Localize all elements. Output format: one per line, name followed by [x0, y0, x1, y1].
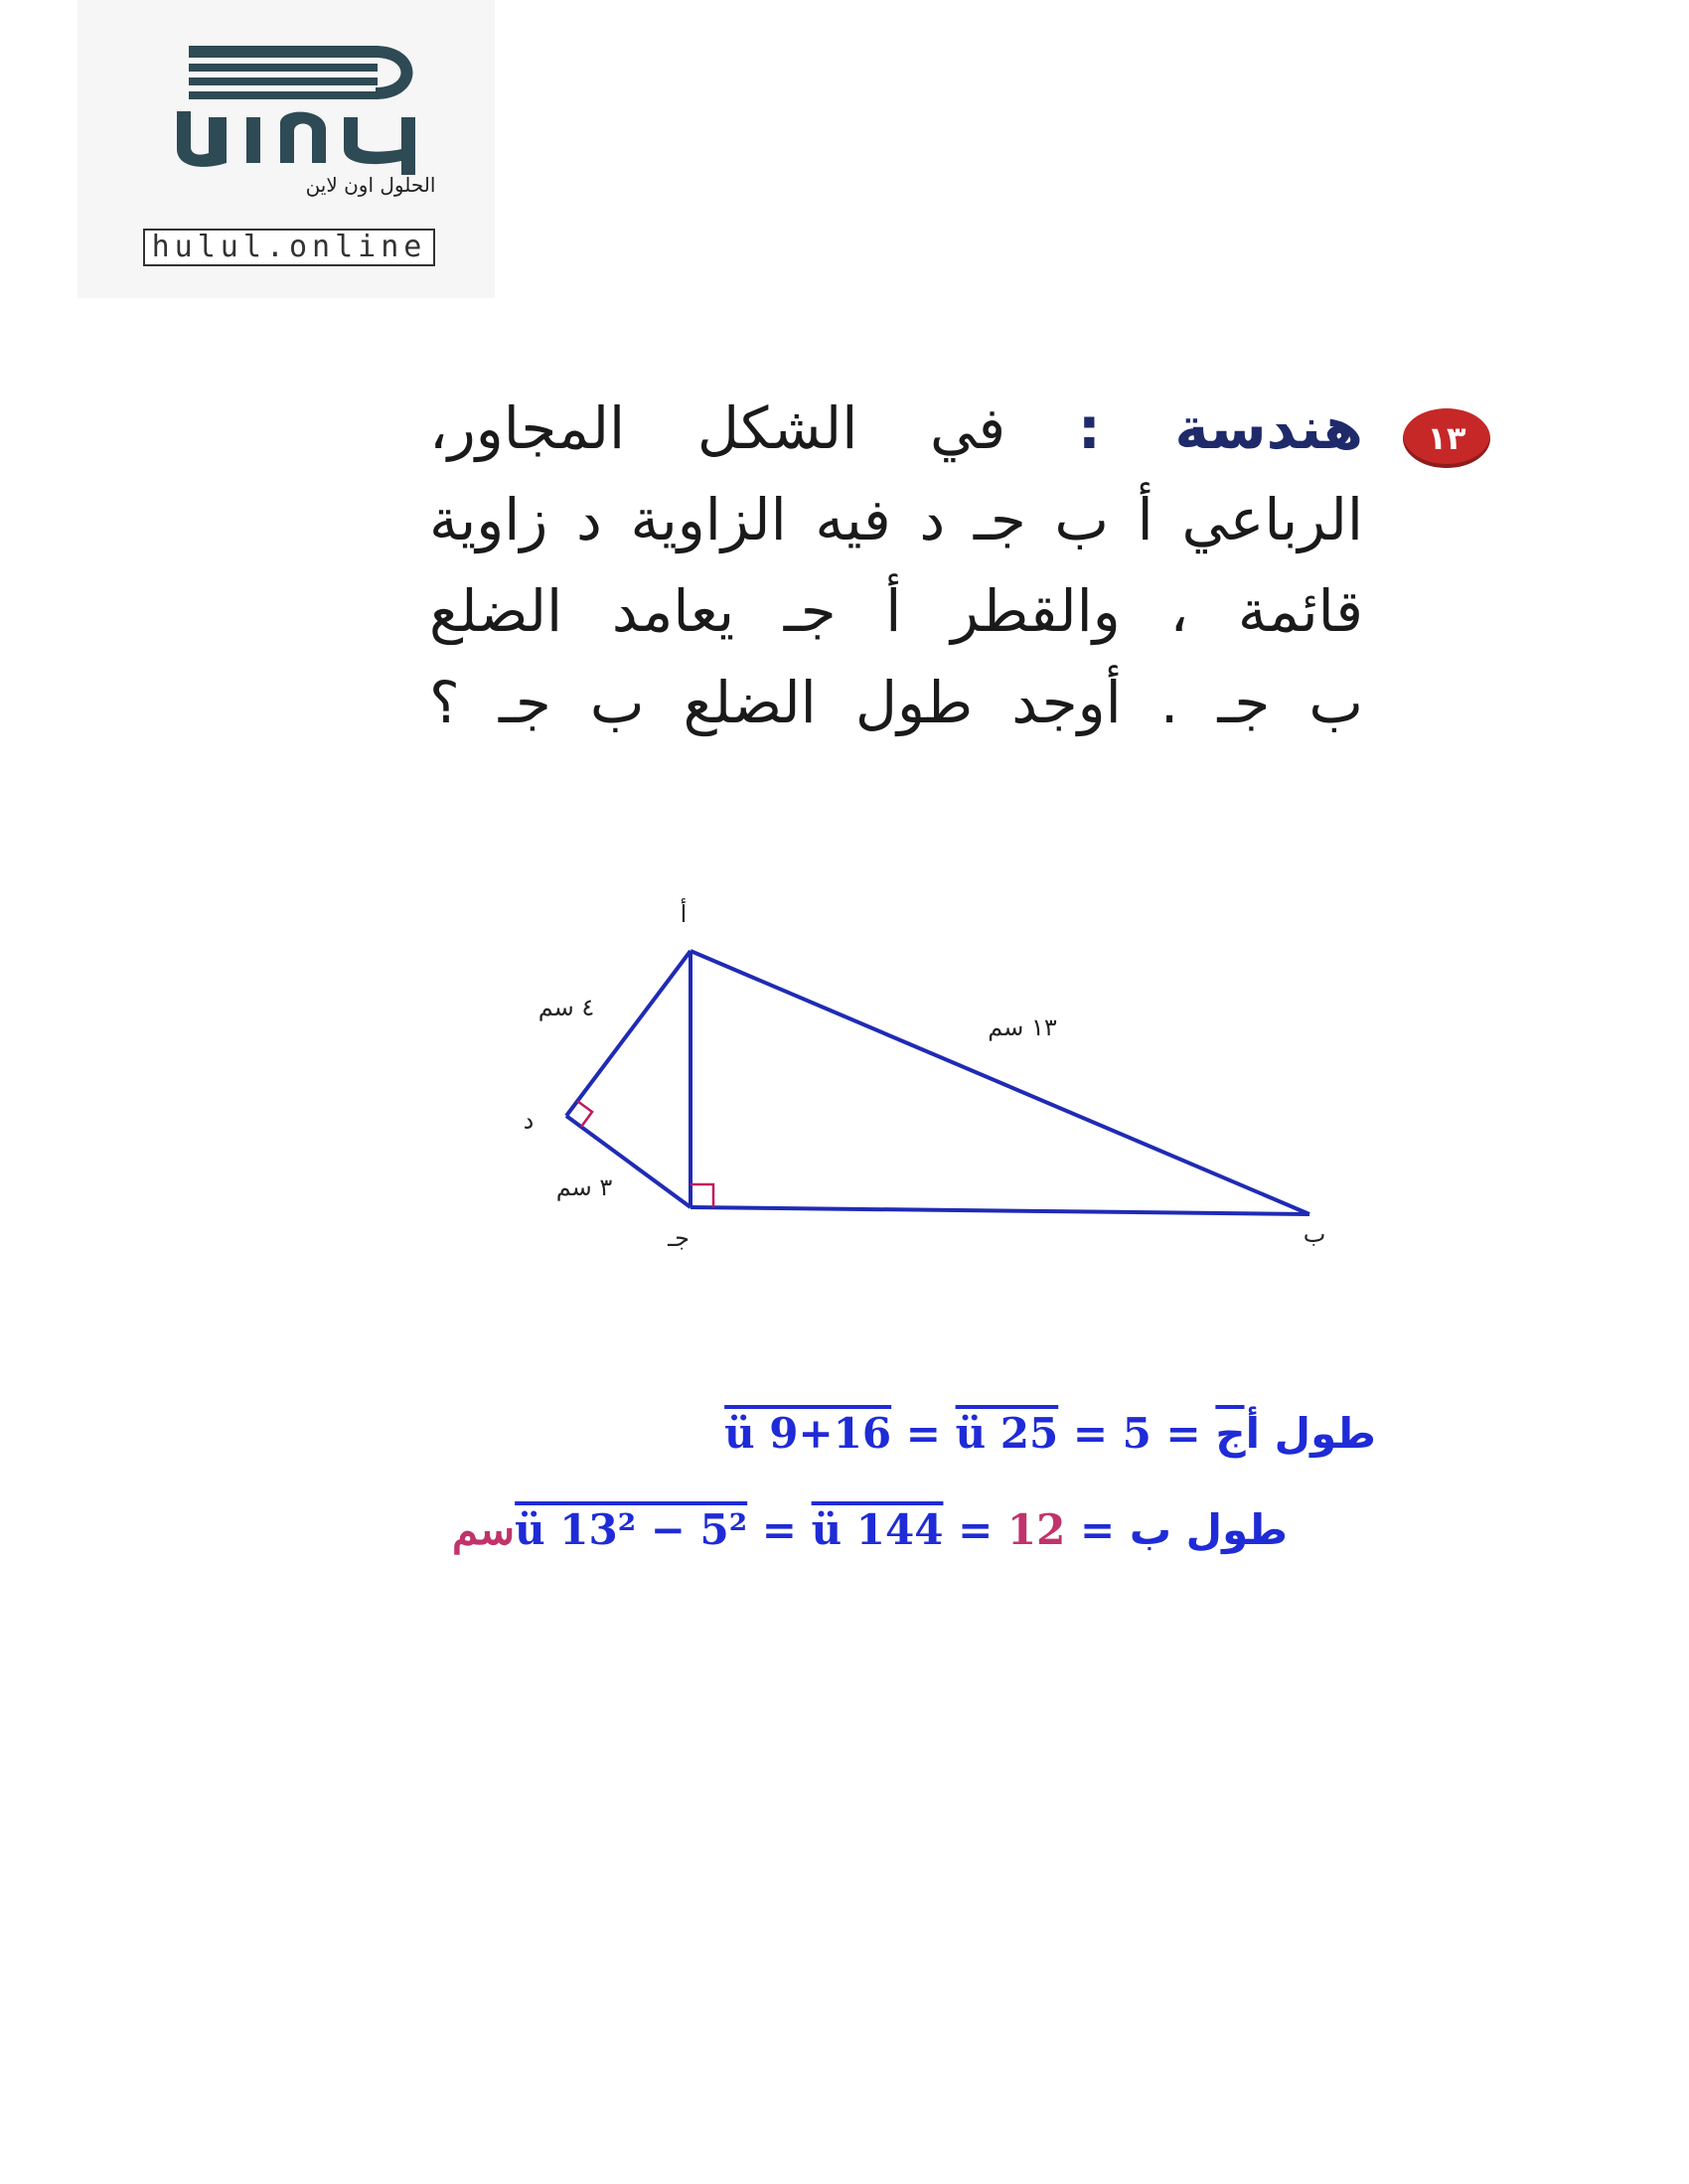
side-cd-label: ٣ سم	[555, 1173, 613, 1201]
sol1-segment: أج	[1215, 1409, 1261, 1458]
side-ab-label: ١٣ سم	[988, 1014, 1057, 1041]
solution-line-1	[724, 1409, 1376, 1458]
sol1-result: 5	[1122, 1409, 1152, 1458]
problem-line-1-text: في الشكل المجاور،	[429, 394, 1006, 462]
sol2-eq1: =	[1080, 1505, 1116, 1554]
side-cb	[691, 1207, 1309, 1214]
right-angle-mark-c	[691, 1184, 713, 1207]
problem-line-4: ب جـ . أوجد طول الضلع ب جـ ؟	[429, 669, 1363, 736]
vertex-b-label: ب	[1303, 1220, 1326, 1248]
side-ab	[691, 951, 1309, 1214]
sol2-expr2: ü 144	[811, 1505, 944, 1554]
problem-line-3: قائمة ، والقطر أ جـ يعامد الضلع	[429, 577, 1363, 645]
problem-label: هندسة :	[1077, 394, 1363, 462]
sol2-label: طول ب	[1129, 1505, 1288, 1554]
sol2-result: 12سم	[451, 1505, 1066, 1554]
side-ad	[566, 951, 691, 1116]
logo-url: hulul.online	[143, 229, 435, 266]
right-angle-mark-d	[577, 1101, 592, 1127]
problem-line-2: الرباعي أ ب جـ د فيه الزاوية د زاوية	[429, 486, 1363, 553]
sol1-label: طول	[1274, 1409, 1376, 1458]
sol1-expr2: ü 25	[955, 1409, 1059, 1458]
sol1-expr1: ü 9+16	[724, 1409, 892, 1458]
logo-tagline: الحلول اون لاين	[305, 173, 436, 197]
sol2-eq2: =	[761, 1505, 797, 1554]
vertex-d-label: د	[523, 1107, 535, 1135]
sol2-expr1: ü 13² − 5²	[515, 1505, 748, 1554]
sol2-eq3: =	[958, 1505, 994, 1554]
vertex-c-label: جـ	[668, 1224, 690, 1252]
side-ad-label: ٤ سم	[537, 994, 595, 1021]
sol1-eq3: =	[1072, 1409, 1109, 1458]
solution-line-2	[452, 1505, 1288, 1554]
vertex-a-label: أ	[680, 900, 688, 928]
problem-number-badge: ١٣	[1403, 408, 1490, 468]
sol1-eq1: =	[1165, 1409, 1201, 1458]
sol1-eq2: =	[905, 1409, 941, 1458]
